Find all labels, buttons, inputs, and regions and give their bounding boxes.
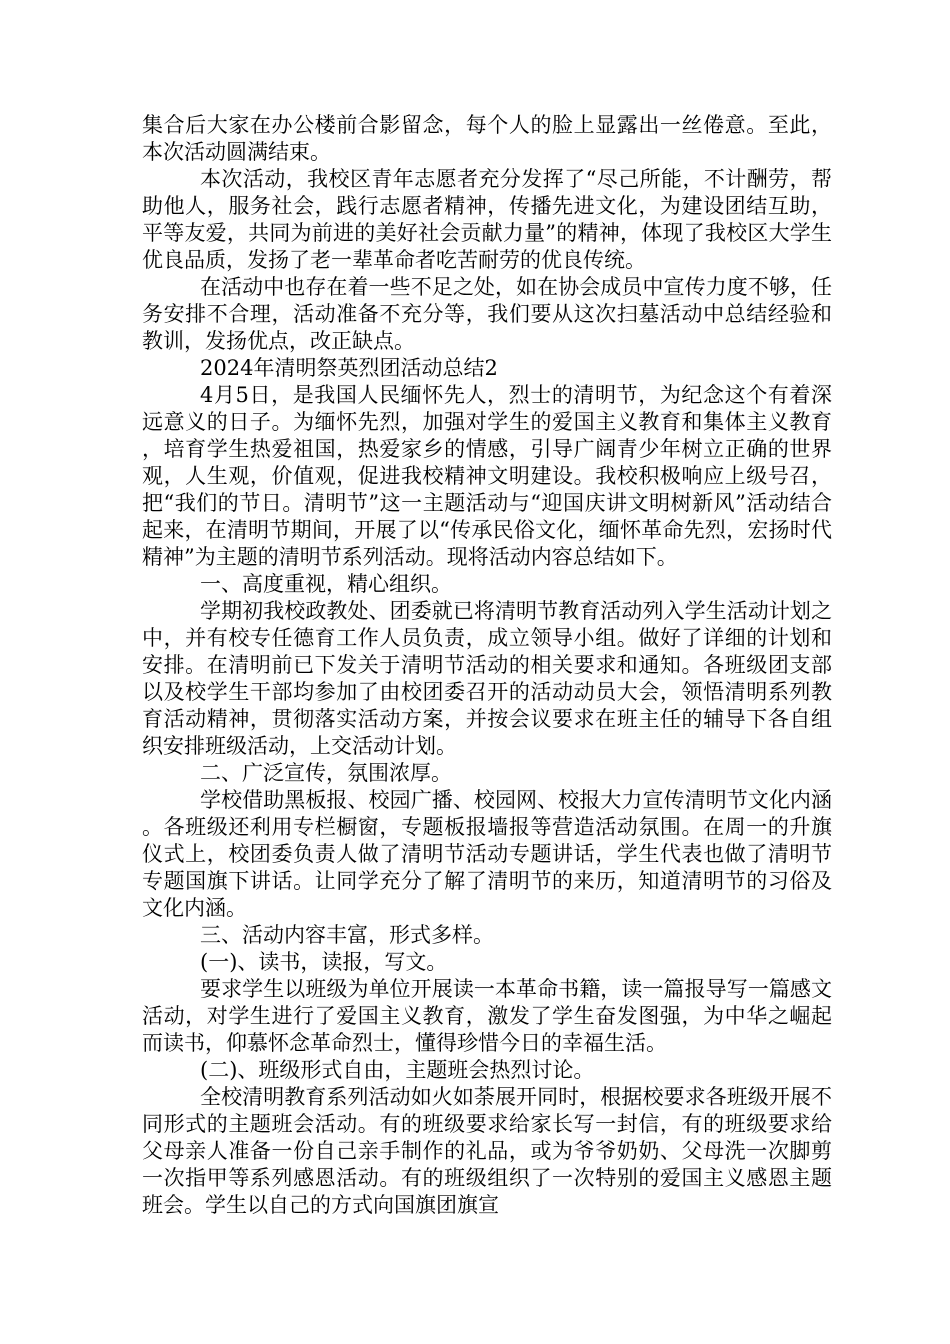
paragraph: 本次活动，我校区青年志愿者充分发挥了“尽己所能，不计酬劳，帮助他人，服务社会，践行志愿者精神，传播先进文化，为建设团结互助，平等友爱，共同为前进的美好社会贡献力量”的精神，体现了我校区大学生优良品质，发扬了老一辈革命者吃苦耐劳的优良传统。 xyxy=(142,167,832,272)
paragraph: 4月5日，是我国人民缅怀先人，烈士的清明节，为纪念这个有着深远意义的日子。为缅怀先烈，加强对学生的爱国主义教育和集体主义教育，培育学生热爱祖国，热爱家乡的情感，引导广阔青少年树立正确的世界观，人生观，价值观，促进我校精神文明建设。我校积极响应上级号召，把“我们的节日。清明节”这一主题活动与“迎国庆讲文明树新风”活动结合起来，在清明节期间，开展了以“传承民俗文化，缅怀革命先烈，宏扬时代精神”为主题的清明节系列活动。现将活动内容总结如下。 xyxy=(142,383,832,569)
document-page xyxy=(142,112,832,1219)
paragraph: 学期初我校政教处、团委就已将清明节教育活动列入学生活动计划之中，并有校专任德育工作人员负责，成立领导小组。做好了详细的计划和安排。在清明前已下发关于清明节活动的相关要求和通知。各班级团支部以及校学生干部均参加了由校团委召开的活动动员大会，领悟清明系列教育活动精神，贯彻落实活动方案，并按会议要求在班主任的辅导下各自组织安排班级活动，上交活动计划。 xyxy=(142,599,832,758)
section-heading: 一、高度重视，精心组织。 xyxy=(200,572,452,596)
paragraph: 集合后大家在办公楼前合影留念，每个人的脸上显露出一丝倦意。至此，本次活动圆满结束。 xyxy=(142,113,832,164)
section-heading: 三、活动内容丰富，形式多样。 xyxy=(200,923,494,947)
section-title: 2024年清明祭英烈团活动总结2 xyxy=(200,356,498,380)
section-heading: 二、广泛宣传，氛围浓厚。 xyxy=(200,761,452,785)
subsection-heading: (二)、班级形式自由，主题班会热烈讨论。 xyxy=(200,1058,595,1082)
paragraph: 在活动中也存在着一些不足之处，如在协会成员中宣传力度不够，任务安排不合理，活动准备不充分等，我们要从这次扫墓活动中总结经验和教训，发扬优点，改正缺点。 xyxy=(142,275,832,353)
subsection-heading: (一)、读书，读报，写文。 xyxy=(200,950,448,974)
paragraph: 全校清明教育系列活动如火如荼展开同时，根据校要求各班级开展不同形式的主题班会活动。有的班级要求给家长写一封信，有的班级要求给父母亲人准备一份自己亲手制作的礼品，或为爷爷奶奶、父母洗一次脚剪一次指甲等系列感恩活动。有的班级组织了一次特别的爱国主义感恩主题班会。学生以自己的方式向国旗团旗宣 xyxy=(142,1085,832,1217)
paragraph: 学校借助黑板报、校园广播、校园网、校报大力宣传清明节文化内涵。各班级还利用专栏橱窗，专题板报墙报等营造活动氛围。在周一的升旗仪式上，校团委负责人做了清明节活动专题讲话，学生代表也做了清明节专题国旗下讲话。让同学充分了解了清明节的来历，知道清明节的习俗及文化内涵。 xyxy=(142,788,832,920)
paragraph: 要求学生以班级为单位开展读一本革命书籍，读一篇报导写一篇感文活动，对学生进行了爱国主义教育，激发了学生奋发图强，为中华之崛起而读书，仰慕怀念革命烈士，懂得珍惜今日的幸福生活。 xyxy=(142,977,832,1055)
